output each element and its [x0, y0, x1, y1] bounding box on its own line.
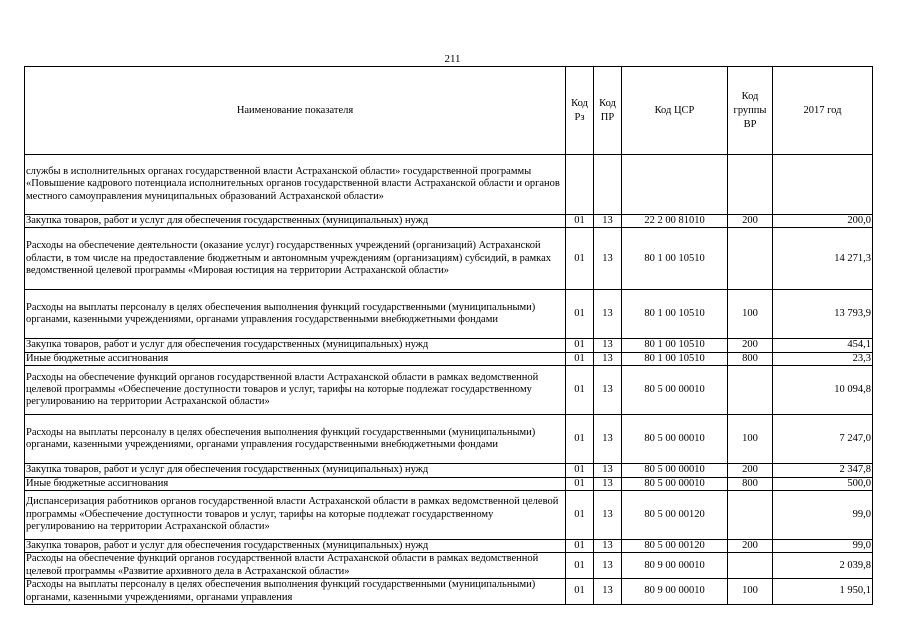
row-amount: 10 094,8	[773, 366, 873, 415]
row-csr: 80 1 00 10510	[622, 339, 728, 352]
row-rz: 01	[566, 464, 594, 477]
budget-table	[24, 66, 873, 605]
table-row	[25, 155, 873, 215]
row-name: Расходы на обеспечение деятельности (оказание услуг) государственных учреждений (организаций) Астраханской области, в том числе на предоставление бюджетным и автономным учреждениям (организациям) субсидий, в рамках ведомственной целевой программы «Мировая юстиция на территории Астраханской области»	[25, 228, 566, 290]
row-name: Закупка товаров, работ и услуг для обеспечения государственных (муниципальных) нужд	[25, 540, 566, 553]
row-amount: 99,0	[773, 491, 873, 540]
row-name: Закупка товаров, работ и услуг для обеспечения государственных (муниципальных) нужд	[25, 464, 566, 477]
row-name: Расходы на обеспечение функций органов государственной власти Астраханской области в рамках ведомственной целевой программы «Развитие архивного дела в Астраханской области»	[25, 553, 566, 579]
row-name: Закупка товаров, работ и услуг для обеспечения государственных (муниципальных) нужд	[25, 215, 566, 228]
row-amount: 454,1	[773, 339, 873, 352]
row-vr	[728, 228, 773, 290]
page-number: 211	[444, 53, 461, 65]
row-amount: 200,0	[773, 215, 873, 228]
row-pr: 13	[594, 477, 622, 490]
row-pr: 13	[594, 228, 622, 290]
row-rz: 01	[566, 491, 594, 540]
row-amount: 14 271,3	[773, 228, 873, 290]
row-vr	[728, 155, 773, 215]
table-row	[25, 491, 873, 540]
row-name: службы в исполнительных органах государственной власти Астраханской области» государственной программы «Повышение кадрового потенциала исполнительных органов государственной власти Астраханской области и органов местного самоуправления муниципальных образований Астраханской области»	[25, 155, 566, 215]
row-amount: 1 950,1	[773, 579, 873, 605]
row-name: Закупка товаров, работ и услуг для обеспечения государственных (муниципальных) нужд	[25, 339, 566, 352]
table-row	[25, 477, 873, 490]
row-amount: 13 793,9	[773, 290, 873, 339]
header-pr: Код ПР	[594, 67, 622, 155]
row-pr	[594, 155, 622, 215]
table-row	[25, 540, 873, 553]
row-pr: 13	[594, 540, 622, 553]
row-vr: 200	[728, 464, 773, 477]
header-csr: Код ЦСР	[622, 67, 728, 155]
row-rz: 01	[566, 540, 594, 553]
table-row	[25, 579, 873, 605]
header-name: Наименование показателя	[25, 67, 566, 155]
table-row	[25, 415, 873, 464]
row-vr: 800	[728, 477, 773, 490]
row-csr: 80 1 00 10510	[622, 290, 728, 339]
row-csr: 80 1 00 10510	[622, 352, 728, 365]
row-pr: 13	[594, 579, 622, 605]
row-pr: 13	[594, 491, 622, 540]
row-vr	[728, 491, 773, 540]
header-rz: Код Рз	[566, 67, 594, 155]
row-amount: 2 039,8	[773, 553, 873, 579]
table-row	[25, 464, 873, 477]
row-csr: 80 5 00 00010	[622, 464, 728, 477]
row-vr: 200	[728, 215, 773, 228]
row-amount: 99,0	[773, 540, 873, 553]
row-name: Расходы на выплаты персоналу в целях обеспечения выполнения функций государственными (муниципальными) органами, казенными учреждениями, органами управления государственными внебюджетными фондами	[25, 415, 566, 464]
row-rz: 01	[566, 415, 594, 464]
row-csr: 80 1 00 10510	[622, 228, 728, 290]
row-pr: 13	[594, 553, 622, 579]
table-row	[25, 290, 873, 339]
row-vr	[728, 366, 773, 415]
row-vr: 100	[728, 290, 773, 339]
row-rz: 01	[566, 579, 594, 605]
header-vr: Код группы ВР	[728, 67, 773, 155]
table-row	[25, 215, 873, 228]
row-pr: 13	[594, 464, 622, 477]
row-amount: 2 347,8	[773, 464, 873, 477]
table-row	[25, 352, 873, 365]
row-csr: 80 9 00 00010	[622, 579, 728, 605]
row-csr	[622, 155, 728, 215]
row-vr	[728, 553, 773, 579]
table-row	[25, 339, 873, 352]
row-rz: 01	[566, 352, 594, 365]
row-rz: 01	[566, 290, 594, 339]
row-vr: 100	[728, 579, 773, 605]
table-row	[25, 228, 873, 290]
row-csr: 80 5 00 00120	[622, 491, 728, 540]
row-rz: 01	[566, 215, 594, 228]
row-name: Иные бюджетные ассигнования	[25, 477, 566, 490]
table-row	[25, 366, 873, 415]
row-csr: 80 5 00 00010	[622, 366, 728, 415]
row-pr: 13	[594, 290, 622, 339]
row-vr: 200	[728, 540, 773, 553]
row-name: Диспансеризация работников органов государственной власти Астраханской области в рамках ведомственной целевой программы «Обеспечение доступности товаров и услуг, тарифы на которые подлежат государственному регулированию на территории Астраханской области»	[25, 491, 566, 540]
row-rz	[566, 155, 594, 215]
row-pr: 13	[594, 415, 622, 464]
table-header-row	[25, 67, 873, 155]
row-name: Расходы на выплаты персоналу в целях обеспечения выполнения функций государственными (муниципальными) органами, казенными учреждениями, органами управления	[25, 579, 566, 605]
row-amount: 7 247,0	[773, 415, 873, 464]
row-amount: 23,3	[773, 352, 873, 365]
row-rz: 01	[566, 553, 594, 579]
header-amount: 2017 год	[773, 67, 873, 155]
row-csr: 80 5 00 00010	[622, 415, 728, 464]
row-pr: 13	[594, 366, 622, 415]
row-amount	[773, 155, 873, 215]
row-vr: 200	[728, 339, 773, 352]
row-pr: 13	[594, 339, 622, 352]
row-csr: 80 5 00 00120	[622, 540, 728, 553]
table-row	[25, 553, 873, 579]
row-amount: 500,0	[773, 477, 873, 490]
row-csr: 22 2 00 81010	[622, 215, 728, 228]
row-name: Иные бюджетные ассигнования	[25, 352, 566, 365]
row-rz: 01	[566, 339, 594, 352]
row-csr: 80 5 00 00010	[622, 477, 728, 490]
row-rz: 01	[566, 366, 594, 415]
row-rz: 01	[566, 228, 594, 290]
row-pr: 13	[594, 352, 622, 365]
row-name: Расходы на выплаты персоналу в целях обеспечения выполнения функций государственными (муниципальными) органами, казенными учреждениями, органами управления государственными внебюджетными фондами	[25, 290, 566, 339]
row-pr: 13	[594, 215, 622, 228]
row-vr: 100	[728, 415, 773, 464]
row-csr: 80 9 00 00010	[622, 553, 728, 579]
row-rz: 01	[566, 477, 594, 490]
row-name: Расходы на обеспечение функций органов государственной власти Астраханской области в рамках ведомственной целевой программы «Обеспечение доступности товаров и услуг, тарифы на которые подлежат государственному регулированию на территории Астраханской области»	[25, 366, 566, 415]
row-vr: 800	[728, 352, 773, 365]
